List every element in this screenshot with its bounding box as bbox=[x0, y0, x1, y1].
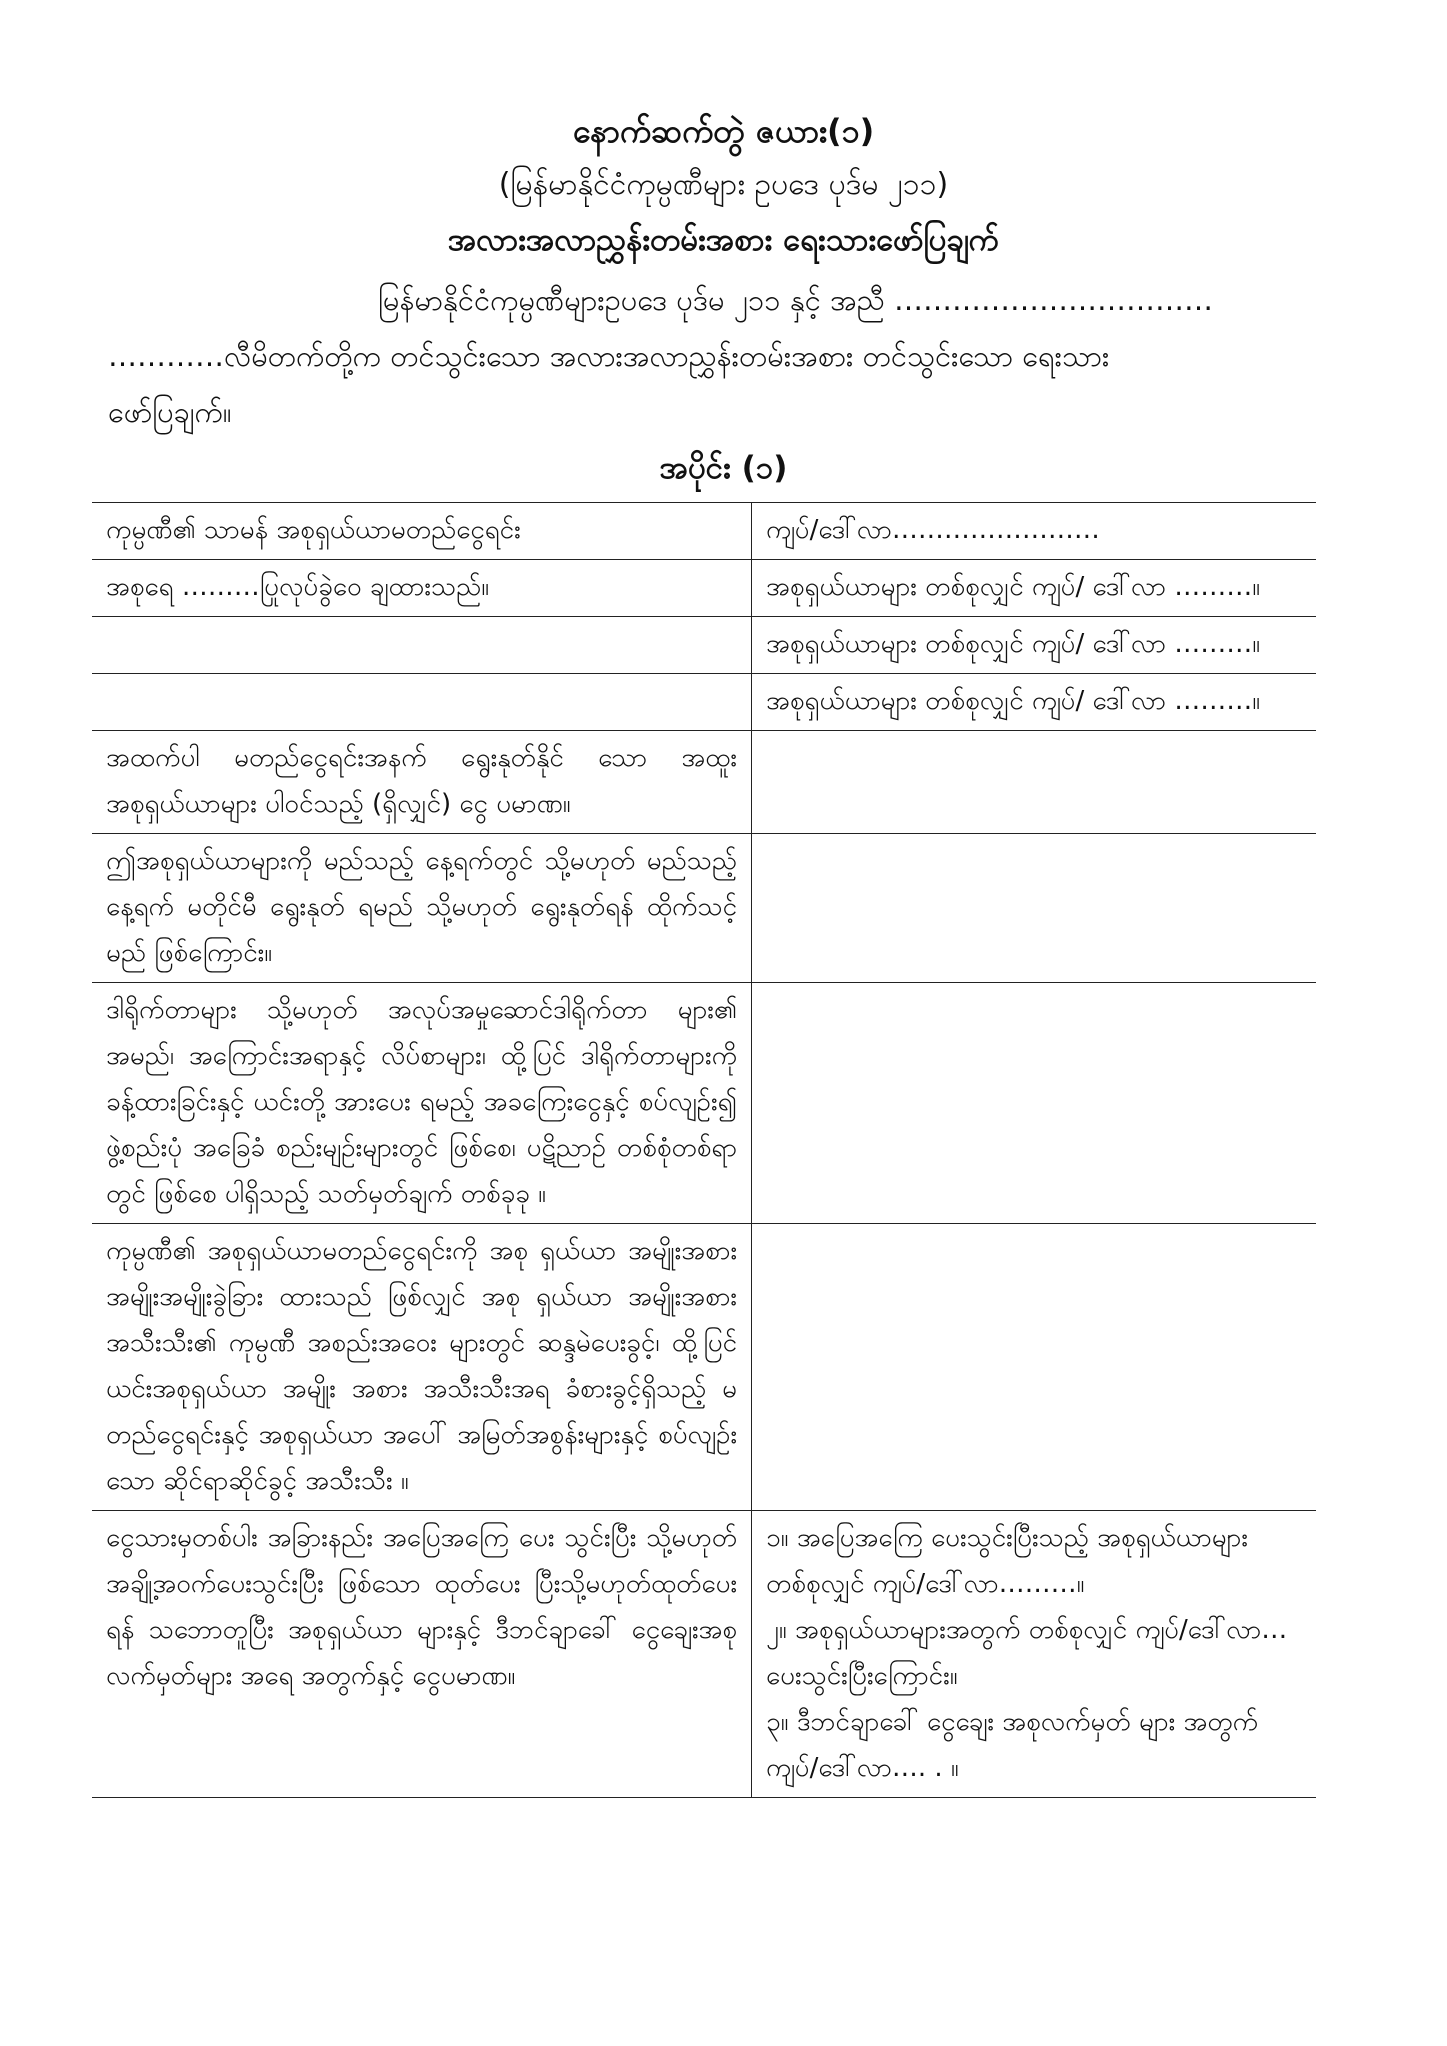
table-row bbox=[92, 834, 1316, 983]
intro-paragraph bbox=[108, 272, 1348, 440]
row-value-list bbox=[752, 1511, 1316, 1798]
intro-line-1: မြန်မာနိုင်ငံကုမ္ပဏီများဥပဒေ ပုဒ်မ ၂၁၁ နှင့် အညီ …………………………… bbox=[378, 283, 1213, 317]
row-label: ကုမ္ပဏီ၏ အစုရှယ်ယာမတည်ငွေရင်းကို အစု ရှယ်ယာ အမျိုးအစား အမျိုးအမျိုးခွဲခြား ထားသည် ဖြစ်လျှင် အစု ရှယ်ယာ အမျိုးအစားအသီးသီး၏ ကုမ္ပဏီ အစည်းအဝေး များတွင် ဆန္ဒမဲပေးခွင့်၊ ထို့ပြင် ယင်းအစုရှယ်ယာ အမျိုး အစား အသီးသီးအရ ခံစားခွင့်ရှိသည့် မတည်ငွေရင်းနှင့် အစုရှယ်ယာ အပေါ် အမြတ်အစွန်းများနှင့် စပ်လျဉ်းသော ဆိုင်ရာဆိုင်ခွင့် အသီးသီး ။ bbox=[92, 1224, 752, 1511]
row-value bbox=[752, 983, 1316, 1224]
row-value: အစုရှယ်ယာများ တစ်စုလျှင် ကျပ်/ ဒေါ်လာ ………။ bbox=[766, 629, 1261, 659]
row-value bbox=[752, 1224, 1316, 1511]
item-text: အပြေအကြေ ပေးသွင်းပြီးသည့် အစုရှယ်ယာများ တစ်စုလျှင် ကျပ်/ဒေါ်လာ………။ bbox=[766, 1523, 1248, 1599]
row-value: အစုရှယ်ယာများ တစ်စုလျှင် ကျပ်/ ဒေါ်လာ ………။ bbox=[766, 572, 1261, 602]
item-number: ၂။ bbox=[766, 1615, 787, 1645]
table-row bbox=[92, 983, 1316, 1224]
row-label: ဤအစုရှယ်ယာများကို မည်သည့် နေ့ရက်တွင် သို့မဟုတ် မည်သည့်နေ့ရက် မတိုင်မီ ရွေးနုတ် ရမည် သို့မဟုတ် ရွေးနုတ်ရန် ထိုက်သင့်မည် ဖြစ်ကြောင်း။ bbox=[92, 834, 752, 983]
row-value bbox=[752, 834, 1316, 983]
table-row bbox=[92, 560, 1316, 617]
row-label: ငွေသားမှတစ်ပါး အခြားနည်း အပြေအကြေ ပေး သွင်းပြီး သို့မဟုတ် အချို့အဝက်ပေးသွင်းပြီး ဖြစ်သော ထုတ်ပေး ပြီးသို့မဟုတ်ထုတ်ပေးရန် သဘောတူပြီး အစုရှယ်ယာ များနှင့် ဒီဘင်ချာခေါ် ငွေချေးအစုလက်မှတ်များ အရေ အတွက်နှင့် ငွေပမာဏ။ bbox=[92, 1511, 752, 1798]
document-heading: အလားအလာညွှန်းတမ်းအစား ရေးသားဖော်ပြချက် bbox=[447, 222, 1000, 258]
list-item bbox=[766, 1515, 1302, 1607]
capital-table bbox=[92, 502, 1316, 1798]
part-heading: အပိုင်း (၁) bbox=[659, 450, 788, 486]
item-text: ဒီဘင်ချာခေါ် ငွေချေး အစုလက်မှတ် များ အတွက် ကျပ်/ဒေါ်လာ…. . ။ bbox=[766, 1707, 1259, 1783]
document-title: နောက်ဆက်တွဲ ဇယား(၁) bbox=[572, 112, 875, 150]
intro-line-3: ဖော်ပြချက်။ bbox=[108, 395, 232, 429]
table-row bbox=[92, 617, 1316, 674]
table-row bbox=[92, 731, 1316, 834]
table-row bbox=[92, 674, 1316, 731]
law-reference: (မြန်မာနိုင်ငံကုမ္ပဏီများ ဥပဒေ ပုဒ်မ ၂၁၁) bbox=[498, 167, 949, 202]
row-label: ကုမ္ပဏီ၏ သာမန် အစုရှယ်ယာမတည်ငွေရင်း bbox=[92, 503, 752, 560]
row-label: အစုရေ ………ပြုလုပ်ခွဲဝေ ချထားသည်။ bbox=[92, 560, 752, 617]
table-row bbox=[92, 503, 1316, 560]
row-value: အစုရှယ်ယာများ တစ်စုလျှင် ကျပ်/ ဒေါ်လာ ………။ bbox=[766, 686, 1261, 716]
table-row bbox=[92, 1511, 1316, 1798]
row-label bbox=[92, 617, 752, 674]
item-number: ၃။ bbox=[766, 1707, 789, 1737]
item-number: ၁။ bbox=[766, 1523, 789, 1553]
list-item bbox=[766, 1607, 1302, 1699]
table-row bbox=[92, 1224, 1316, 1511]
intro-line-2: …………လီမိတက်တို့က တင်သွင်းသော အလားအလာညွှန်းတမ်းအစား တင်သွင်းသော ရေးသား bbox=[108, 339, 1110, 373]
row-label: အထက်ပါ မတည်ငွေရင်းအနက် ရွေးနုတ်နိုင် သော အထူး အစုရှယ်ယာများ ပါဝင်သည့် (ရှိလျှင်) ငွေ ပမာဏ။ bbox=[92, 731, 752, 834]
row-label: ဒါရိုက်တာများ သို့မဟုတ် အလုပ်အမှုဆောင်ဒါရိုက်တာ များ၏ အမည်၊ အကြောင်းအရာနှင့် လိပ်စာများ၊ ထို့ပြင် ဒါရိုက်တာများကို ခန့်ထားခြင်းနှင့် ယင်းတို့ အားပေး ရမည့် အခကြေးငွေနှင့် စပ်လျဉ်း၍ ဖွဲ့စည်းပုံ အခြေခံ စည်းမျဉ်းများတွင် ဖြစ်စေ၊ ပဋိညာဉ် တစ်စုံတစ်ရာတွင် ဖြစ်စေ ပါရှိသည့် သတ်မှတ်ချက် တစ်ခုခု ။ bbox=[92, 983, 752, 1224]
list-item bbox=[766, 1699, 1302, 1791]
row-value bbox=[752, 731, 1316, 834]
row-label bbox=[92, 674, 752, 731]
row-value: ကျပ်/ဒေါ်လာ…………………… bbox=[766, 515, 1100, 545]
item-text: အစုရှယ်ယာများအတွက် တစ်စုလျှင် ကျပ်/ဒေါ်လာ…ပေးသွင်းပြီးကြောင်း။ bbox=[766, 1615, 1288, 1691]
